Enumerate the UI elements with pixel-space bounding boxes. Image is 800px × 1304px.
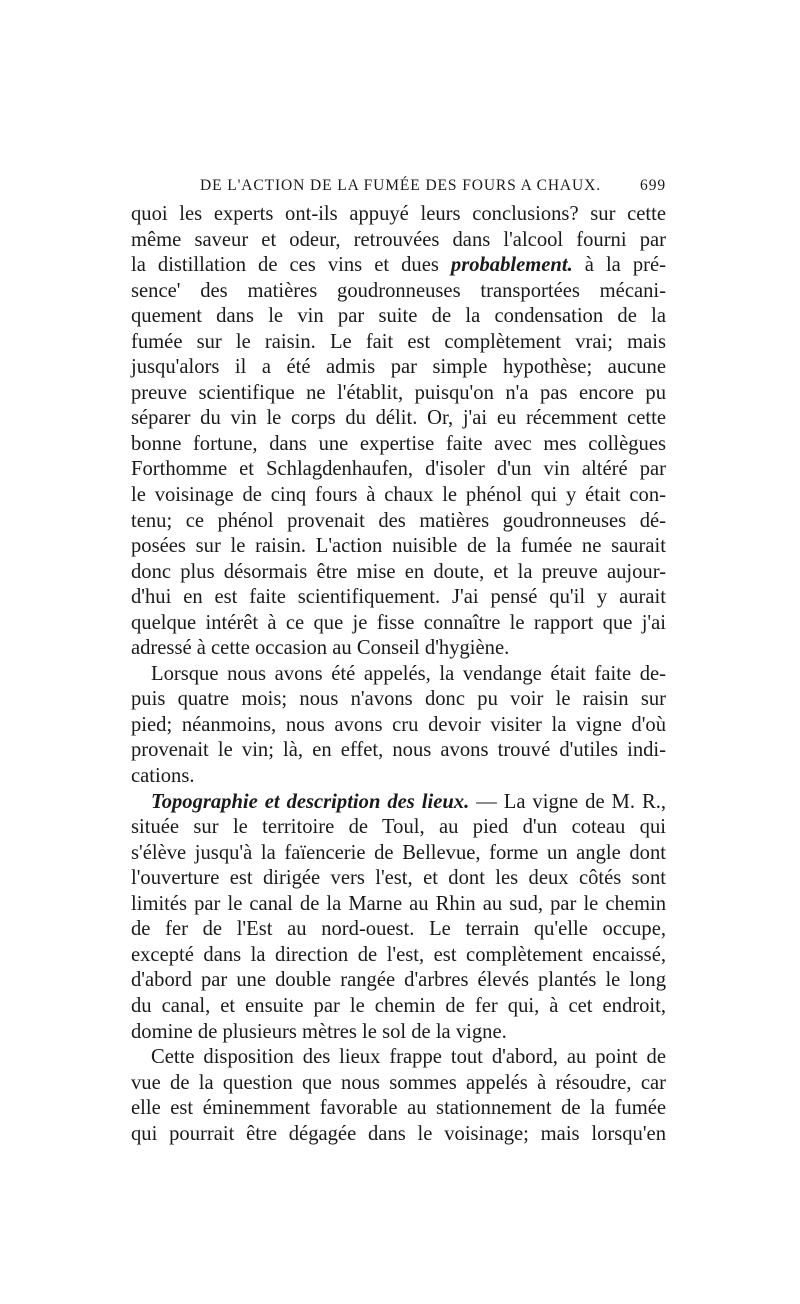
- paragraph-1: [131, 202, 666, 662]
- text-line: quelque intérêt à ce que je fisse connaître le rapport que j'ai: [131, 611, 666, 634]
- text-line: [131, 253, 666, 279]
- text-line: le voisinage de cinq fours à chaux le phénol qui y était con-: [131, 484, 666, 507]
- text-line: jusqu'alors il a été admis par simple hypothèse; aucune: [131, 356, 666, 379]
- text-line: séparer du vin le corps du délit. Or, j'ai eu récemment cette: [131, 407, 666, 430]
- text-line: pied; néanmoins, nous avons cru devoir visiter la vigne d'où: [131, 713, 666, 736]
- text-line: limités par le canal de la Marne au Rhin au sud, par le chemin: [131, 892, 666, 915]
- text-line: sence' des matières goudronneuses transportées mécani-: [131, 279, 666, 302]
- book-page: [131, 172, 666, 1147]
- text-line: domine de plusieurs mètres le sol de la vigne.: [131, 1020, 507, 1043]
- paragraph-2: [131, 662, 666, 790]
- paragraph-4: [131, 1045, 666, 1147]
- running-head: [200, 172, 666, 200]
- text-line: preuve scientifique ne l'établit, puisqu'on n'a pas encore pu: [131, 381, 666, 404]
- page-number: 699: [640, 177, 666, 194]
- text-line: même saveur et odeur, retrouvées dans l'alcool fourni par: [131, 228, 666, 251]
- text-line: quement dans le vin par suite de la condensation de la: [131, 305, 666, 328]
- text-span: à la pré-: [572, 254, 666, 277]
- text-line: qui pourrait être dégagée dans le voisinage; mais lorsqu'en: [131, 1122, 666, 1145]
- text-line: s'élève jusqu'à la faïencerie de Bellevue, forme un angle dont: [131, 841, 666, 864]
- text-line: Lorsque nous avons été appelés, la vendange était faite de-: [151, 662, 666, 685]
- text-line: provenait le vin; là, en effet, nous avons trouvé d'utiles indi-: [131, 739, 666, 762]
- text-line: de fer de l'Est au nord-ouest. Le terrain qu'elle occupe,: [131, 918, 666, 941]
- text-line: cations.: [131, 765, 195, 788]
- text-line: Cette disposition des lieux frappe tout d'abord, au point de: [151, 1046, 666, 1069]
- text-line: d'abord par une double rangée d'arbres élevés plantés le long: [131, 969, 666, 992]
- text-line: du canal, et ensuite par le chemin de fer qui, à cet endroit,: [131, 994, 666, 1017]
- running-title: DE L'ACTION DE LA FUMÉE DES FOURS A CHAUX.: [200, 177, 601, 194]
- text-line: Forthomme et Schlagdenhaufen, d'isoler d'un vin altéré par: [131, 458, 666, 481]
- text-line: d'hui en est faite scientifiquement. J'ai pensé qu'il y aurait: [131, 586, 666, 609]
- text-line: située sur le territoire de Toul, au pied d'un coteau qui: [131, 816, 666, 839]
- text-line: puis quatre mois; nous n'avons donc pu voir le raisin sur: [131, 688, 666, 711]
- text-line: bonne fortune, dans une expertise faite avec mes collègues: [131, 432, 666, 455]
- text-line: adressé à cette occasion au Conseil d'hygiène.: [131, 637, 510, 660]
- text-line: l'ouverture est dirigée vers l'est, et dont les deux côtés sont: [131, 867, 666, 890]
- section-heading-italic: Topographie et description des lieux.: [151, 790, 470, 813]
- text-line: vue de la question que nous sommes appelés à résoudre, car: [131, 1071, 666, 1094]
- text-line: [131, 790, 666, 816]
- text-line: donc plus désormais être mise en doute, et la preuve aujour-: [131, 560, 666, 583]
- text-line: fumée sur le raisin. Le fait est complètement vrai; mais: [131, 330, 666, 353]
- italic-emphasis: probablement.: [450, 254, 573, 277]
- text-span: la distillation de ces vins et dues: [131, 254, 451, 277]
- text-line: excepté dans la direction de l'est, est complètement encaissé,: [131, 943, 666, 966]
- paragraph-3: [131, 790, 666, 1045]
- text-line: quoi les experts ont-ils appuyé leurs conclusions? sur cette: [131, 203, 666, 225]
- text-line: elle est éminemment favorable au stationnement de la fumée: [131, 1097, 666, 1120]
- text-line: tenu; ce phénol provenait des matières goudronneuses dé-: [131, 509, 666, 532]
- text-line: posées sur le raisin. L'action nuisible de la fumée ne saurait: [131, 535, 666, 558]
- text-span: — La vigne de M. R.,: [469, 790, 666, 813]
- body-text: [131, 202, 666, 1147]
